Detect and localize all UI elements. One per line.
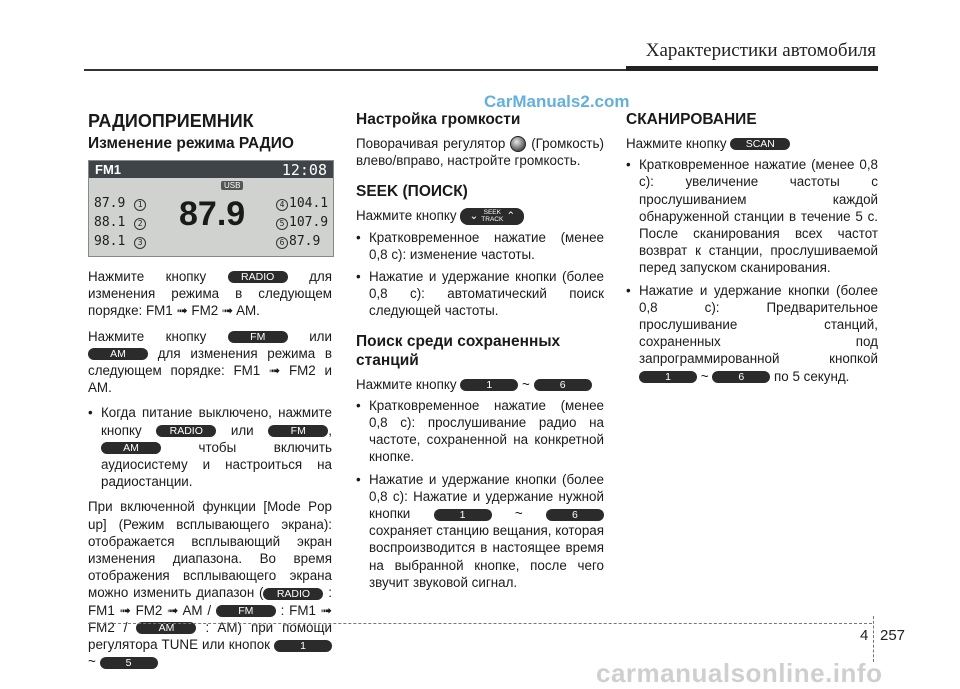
paragraph-preset-press: Нажмите кнопку 1 ~ 6 — [356, 376, 604, 393]
radio-display-illustration — [88, 160, 334, 257]
paragraph-seek-press: Нажмите кнопку ⌄ SEEK TRACK ⌃ — [356, 207, 604, 225]
preset-6-button-icon: 6 — [546, 509, 604, 521]
preset-1-button-icon: 1 — [274, 640, 332, 652]
am-button-icon: AM — [136, 622, 196, 634]
list-scan — [626, 156, 878, 385]
watermark-top: CarManuals2.com — [484, 92, 630, 111]
footer-rule — [88, 623, 872, 624]
fm-button-icon: FM — [216, 605, 276, 617]
list-seek — [356, 229, 604, 320]
column-scan — [626, 110, 878, 393]
preset-6-button-icon: 6 — [712, 371, 770, 383]
display-preset-6: 6 87.9 — [275, 234, 320, 249]
display-preset-1: 87.9 1 — [94, 196, 147, 211]
display-preset-3: 98.1 3 — [94, 234, 147, 249]
list-item: • Кратковременное нажатие (менее 0,8 с): изменение частоты. — [356, 229, 604, 263]
column-radio-text — [88, 268, 332, 678]
list-item: • Нажатие и удержание кнопки (более 0,8 с): Нажатие и удержание нужной кнопки 1 ~ 6 сохраняет станцию вещания, которая воспроизводится в настоящее время на выбранной кнопке, после чего звучит звуковой сигнал. — [356, 471, 604, 591]
preset-6-button-icon: 6 — [534, 379, 592, 391]
section-heading-radio: РАДИОПРИЕМНИК — [88, 111, 254, 131]
list-power-off — [88, 404, 332, 490]
list-item: • Нажатие и удержание кнопки (более 0,8 с): Предварительное прослушивание станций, сохраненных под запрограммированной кнопкой 1 ~ 6 по 5 секунд. — [626, 282, 878, 385]
display-preset-5: 5 107.9 — [275, 215, 328, 230]
list-item: • Кратковременное нажатие (менее 0,8 с): прослушивание радио на частоте, сохраненной на конкретной кнопке. — [356, 397, 604, 466]
seek-track-button-icon: ⌄ SEEK TRACK ⌃ — [460, 208, 524, 225]
heading-preset-search: Поиск среди сохраненных станций — [356, 332, 561, 369]
display-clock: 12:08 — [281, 161, 327, 179]
column-radio — [88, 110, 332, 159]
subheading-radio-mode: Изменение режима РАДИО — [88, 135, 294, 152]
list-preset — [356, 397, 604, 591]
scan-button-icon: SCAN — [730, 138, 790, 150]
radio-button-icon: RADIO — [263, 588, 323, 600]
preset-5-button-icon: 5 — [100, 657, 158, 669]
footer-divider — [873, 616, 874, 662]
column-controls — [356, 110, 604, 599]
heading-scan: СКАНИРОВАНИЕ — [626, 111, 757, 128]
heading-seek: SEEK (ПОИСК) — [356, 182, 468, 200]
running-header-title: Характеристики автомобиля — [645, 40, 876, 61]
display-band: FM1 — [95, 162, 121, 177]
chevron-down-icon: ⌄ — [469, 210, 479, 223]
display-top-bar — [89, 161, 333, 178]
am-button-icon: AM — [88, 348, 148, 360]
list-item: • Когда питание выключено, нажмите кнопку RADIO или FM , AM чтобы включить аудиосистему и настроиться на радиостанции. — [88, 404, 332, 490]
section-number: 4 — [860, 627, 869, 644]
preset-1-button-icon: 1 — [460, 379, 518, 391]
list-item: • Кратковременное нажатие (менее 0,8 с): увеличение частоты с прослушиванием каждой обнаруженной станции в течение 5 с. После сканирования всех частот возврат к станции, прослушиваемой перед запуском сканирования. — [626, 156, 878, 276]
am-button-icon: AM — [101, 442, 161, 454]
paragraph-scan-press: Нажмите кнопку SCAN — [626, 135, 878, 152]
paragraph-fm-am-buttons: Нажмите кнопку FM или AM для изменения режима в следующем порядке: FM1 ➟ FM2 и AM. — [88, 328, 332, 396]
paragraph-volume: Поворачивая регулятор (Громкость) влево/вправо, настройте громкость. — [356, 136, 604, 169]
fm-button-icon: FM — [228, 331, 288, 343]
display-usb-badge: USB — [221, 181, 243, 190]
paragraph-radio-button: Нажмите кнопку RADIO для изменения режима в следующем порядке: FM1 ➟ FM2 ➟ AM. — [88, 269, 332, 319]
radio-button-icon: RADIO — [156, 425, 216, 437]
radio-button-icon: RADIO — [228, 271, 288, 283]
preset-1-button-icon: 1 — [434, 509, 492, 521]
page-number: 257 — [880, 627, 906, 644]
chevron-up-icon: ⌃ — [506, 210, 516, 223]
display-main-frequency: 87.9 — [179, 195, 246, 233]
watermark-bottom: carmanualsonline.info — [596, 658, 883, 688]
fm-button-icon: FM — [268, 425, 328, 437]
list-item: • Нажатие и удержание кнопки (более 0,8 с): автоматический поиск следующей частоты. — [356, 268, 604, 320]
preset-1-button-icon: 1 — [639, 371, 697, 383]
display-preset-4: 4 104.1 — [275, 196, 328, 211]
paragraph-mode-popup: При включенной функции [Mode Pop up] (Режим всплывающего экрана): отображается всплывающий экран изменения диапазона. Во время отображения всплывающего экрана можно изменить диапазон ( RADIO : FM1 ➟ FM2 ➟ AM / FM : FM1 ➟ FM2 / AM : AM) при помощи регулятора TUNE или кнопок 1 ~ 5 — [88, 499, 332, 670]
display-preset-2: 88.1 2 — [94, 215, 147, 230]
volume-knob-icon — [510, 136, 526, 152]
heading-volume: Настройка громкости — [356, 111, 521, 128]
header-rule-accent — [626, 66, 878, 71]
